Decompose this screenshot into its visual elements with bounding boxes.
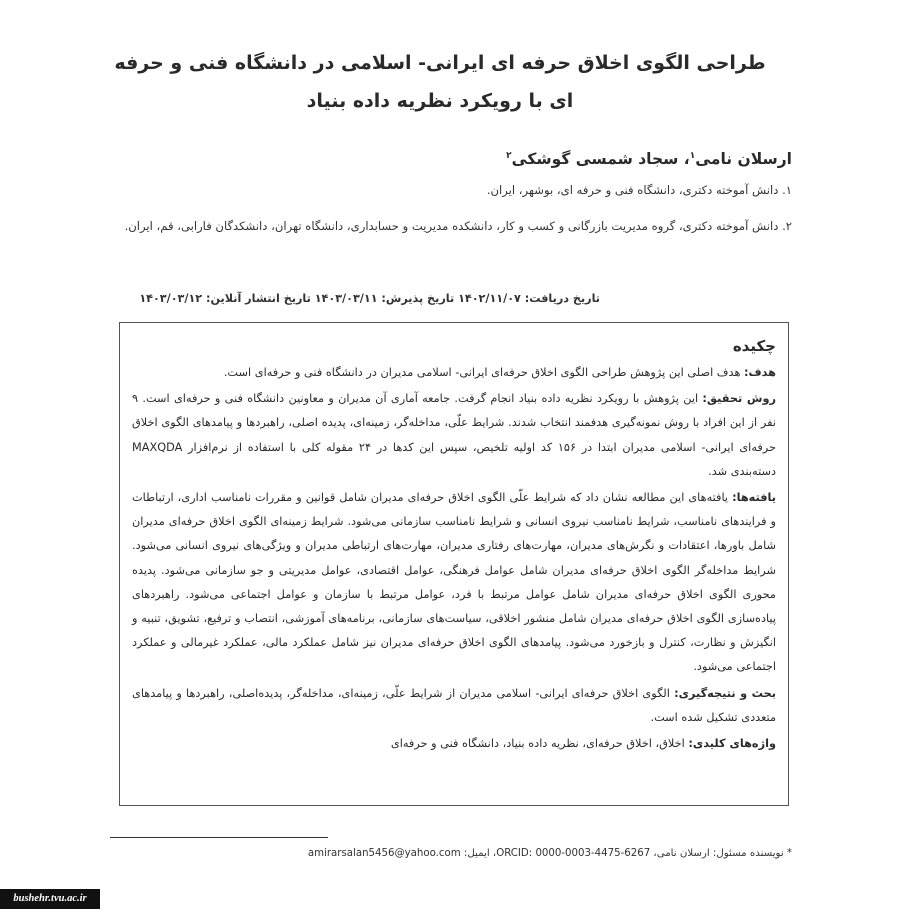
abstract-method [132, 387, 776, 484]
goal-label: هدف: [744, 366, 776, 379]
corresponding-author-footnote: * نویسنده مسئول: ارسلان نامی، ORCID: 0000-0003-4475-6267، ایمیل: amirarsalan5456@yahoo.com [307, 848, 792, 859]
site-watermark-badge: bushehr.tvu.ac.ir [0, 889, 100, 909]
keywords-label: واژه‌های کلیدی: [688, 737, 776, 751]
abstract-box [119, 322, 789, 806]
abstract-heading: چکیده [732, 337, 776, 355]
publication-dates: تاریخ دریافت: ۱۴۰۲/۱۱/۰۷ تاریخ پذیرش: ۱۴۰۳/۰۳/۱۱ تاریخ انتشار آنلاین: ۱۴۰۳/۰۳/۱۲ [139, 292, 600, 305]
author-name-1: ارسلان نامی [695, 150, 792, 168]
author-1-affil-mark: ۱ [689, 150, 696, 161]
conclusion-label: بحث و نتیجه‌گیری: [674, 686, 776, 700]
affiliation-1: ۱. دانش آموخته دکتری، دانشگاه فنی و حرفه ای، بوشهر، ایران. [486, 183, 792, 197]
abstract-conclusion [132, 682, 776, 730]
footnote-divider [110, 837, 328, 838]
conclusion-text: الگوی اخلاق حرفه‌ای ایرانی- اسلامی مدیران از شرایط علّی، زمینه‌ای، مداخله‌گر، پدیده‌اصلی، راهبردها و پیامدهای متعددی تشکیل شده است. [132, 686, 776, 724]
abstract-findings [132, 486, 776, 680]
paper-title: طراحی الگوی اخلاق حرفه ای ایرانی- اسلامی در دانشگاه فنی و حرفه ای با رویکرد نظریه داده بنیاد [114, 52, 766, 112]
author-line [506, 150, 792, 168]
author-2-affil-mark: ۲ [506, 150, 512, 161]
findings-label: یافته‌ها: [732, 491, 776, 505]
method-text: این پژوهش با رویکرد نظریه داده بنیاد انجام گرفت. جامعه آماری آن مدیران و معاونین دانشگاه فنی و حرفه‌ای است. ۹ نفر از این افراد با روش نمونه‌گیری هدفمند انتخاب شدند. شرایط علّی، مداخله‌گر، زمینه‌ای، پدیده اصلی، راهبردها و پیامدهای الگوی اخلاق حرفه‌ای ایرانی- اسلامی مدیران ابتدا در ۱۵۶ کد اولیه تلخیص، سپس این کدها در ۲۴ مقوله کلی با استفاده از نرم‌افزار MAXQDA دسته‌بندی شد. [132, 392, 776, 478]
keywords-text: اخلاق، اخلاق حرفه‌ای، نظریه داده بنیاد، دانشگاه فنی و حرفه‌ای [390, 737, 689, 751]
affiliation-2: ۲. دانش آموخته دکتری، گروه مدیریت بازرگانی و کسب و کار، دانشکده مدیریت و حسابداری، دانشگاه تهران، دانشکدگان فارابی، قم، ایران. [124, 219, 792, 233]
method-label: روش تحقیق: [702, 392, 777, 406]
author-name-2: ، سجاد شمسی گوشکی [511, 150, 690, 168]
abstract-keywords [132, 732, 776, 756]
abstract-goal [132, 361, 776, 385]
goal-text: هدف اصلی این پژوهش طراحی الگوی اخلاق حرفه‌ای ایرانی- اسلامی مدیران در دانشگاه فنی و حرفه‌ای است. [223, 366, 744, 379]
findings-text: یافته‌های این مطالعه نشان داد که شرایط علّی الگوی اخلاق حرفه‌ای مدیران شامل قوانین و مقررات نامناسب اداری، ارتباطات و فرایندهای نامناسب، شرایط نامناسب نیروی انسانی و شرایط نامناسب سازمانی می‌شود. شرایط زمینه‌ای الگوی اخلاق حرفه‌ای مدیران شامل باورها، اعتقادات و نگرش‌های مدیران، مهارت‌های رفتاری مدیران، مهارت‌های ارتباطی مدیران و ویژگی‌های نیروی انسانی می‌شود. شرایط مداخله‌گر الگوی اخلاق حرفه‌ای مدیران شامل عوامل فرهنگی، عوامل اقتصادی، عوامل مدیریتی و جو سازمانی می‌شود. پدیده محوری الگوی اخلاق حرفه‌ای مدیران شامل عوامل مرتبط با فرد، عوامل مرتبط با سازمان و عوامل اجتماعی می‌شود. راهبردهای پیاده‌سازی الگوی اخلاق حرفه‌ای مدیران شامل منشور اخلاقی، سیاست‌های سازمانی، برنامه‌های آموزشی، انتصاب و ترفیع، تشویق، تنبیه و انگیزش و نظارت، کنترل و بازخورد می‌شود. پیامدهای الگوی اخلاق حرفه‌ای مدیران نیز شامل عملکرد مالی، عملکرد غیرمالی و عملکرد اجتماعی می‌شود. [132, 491, 776, 674]
